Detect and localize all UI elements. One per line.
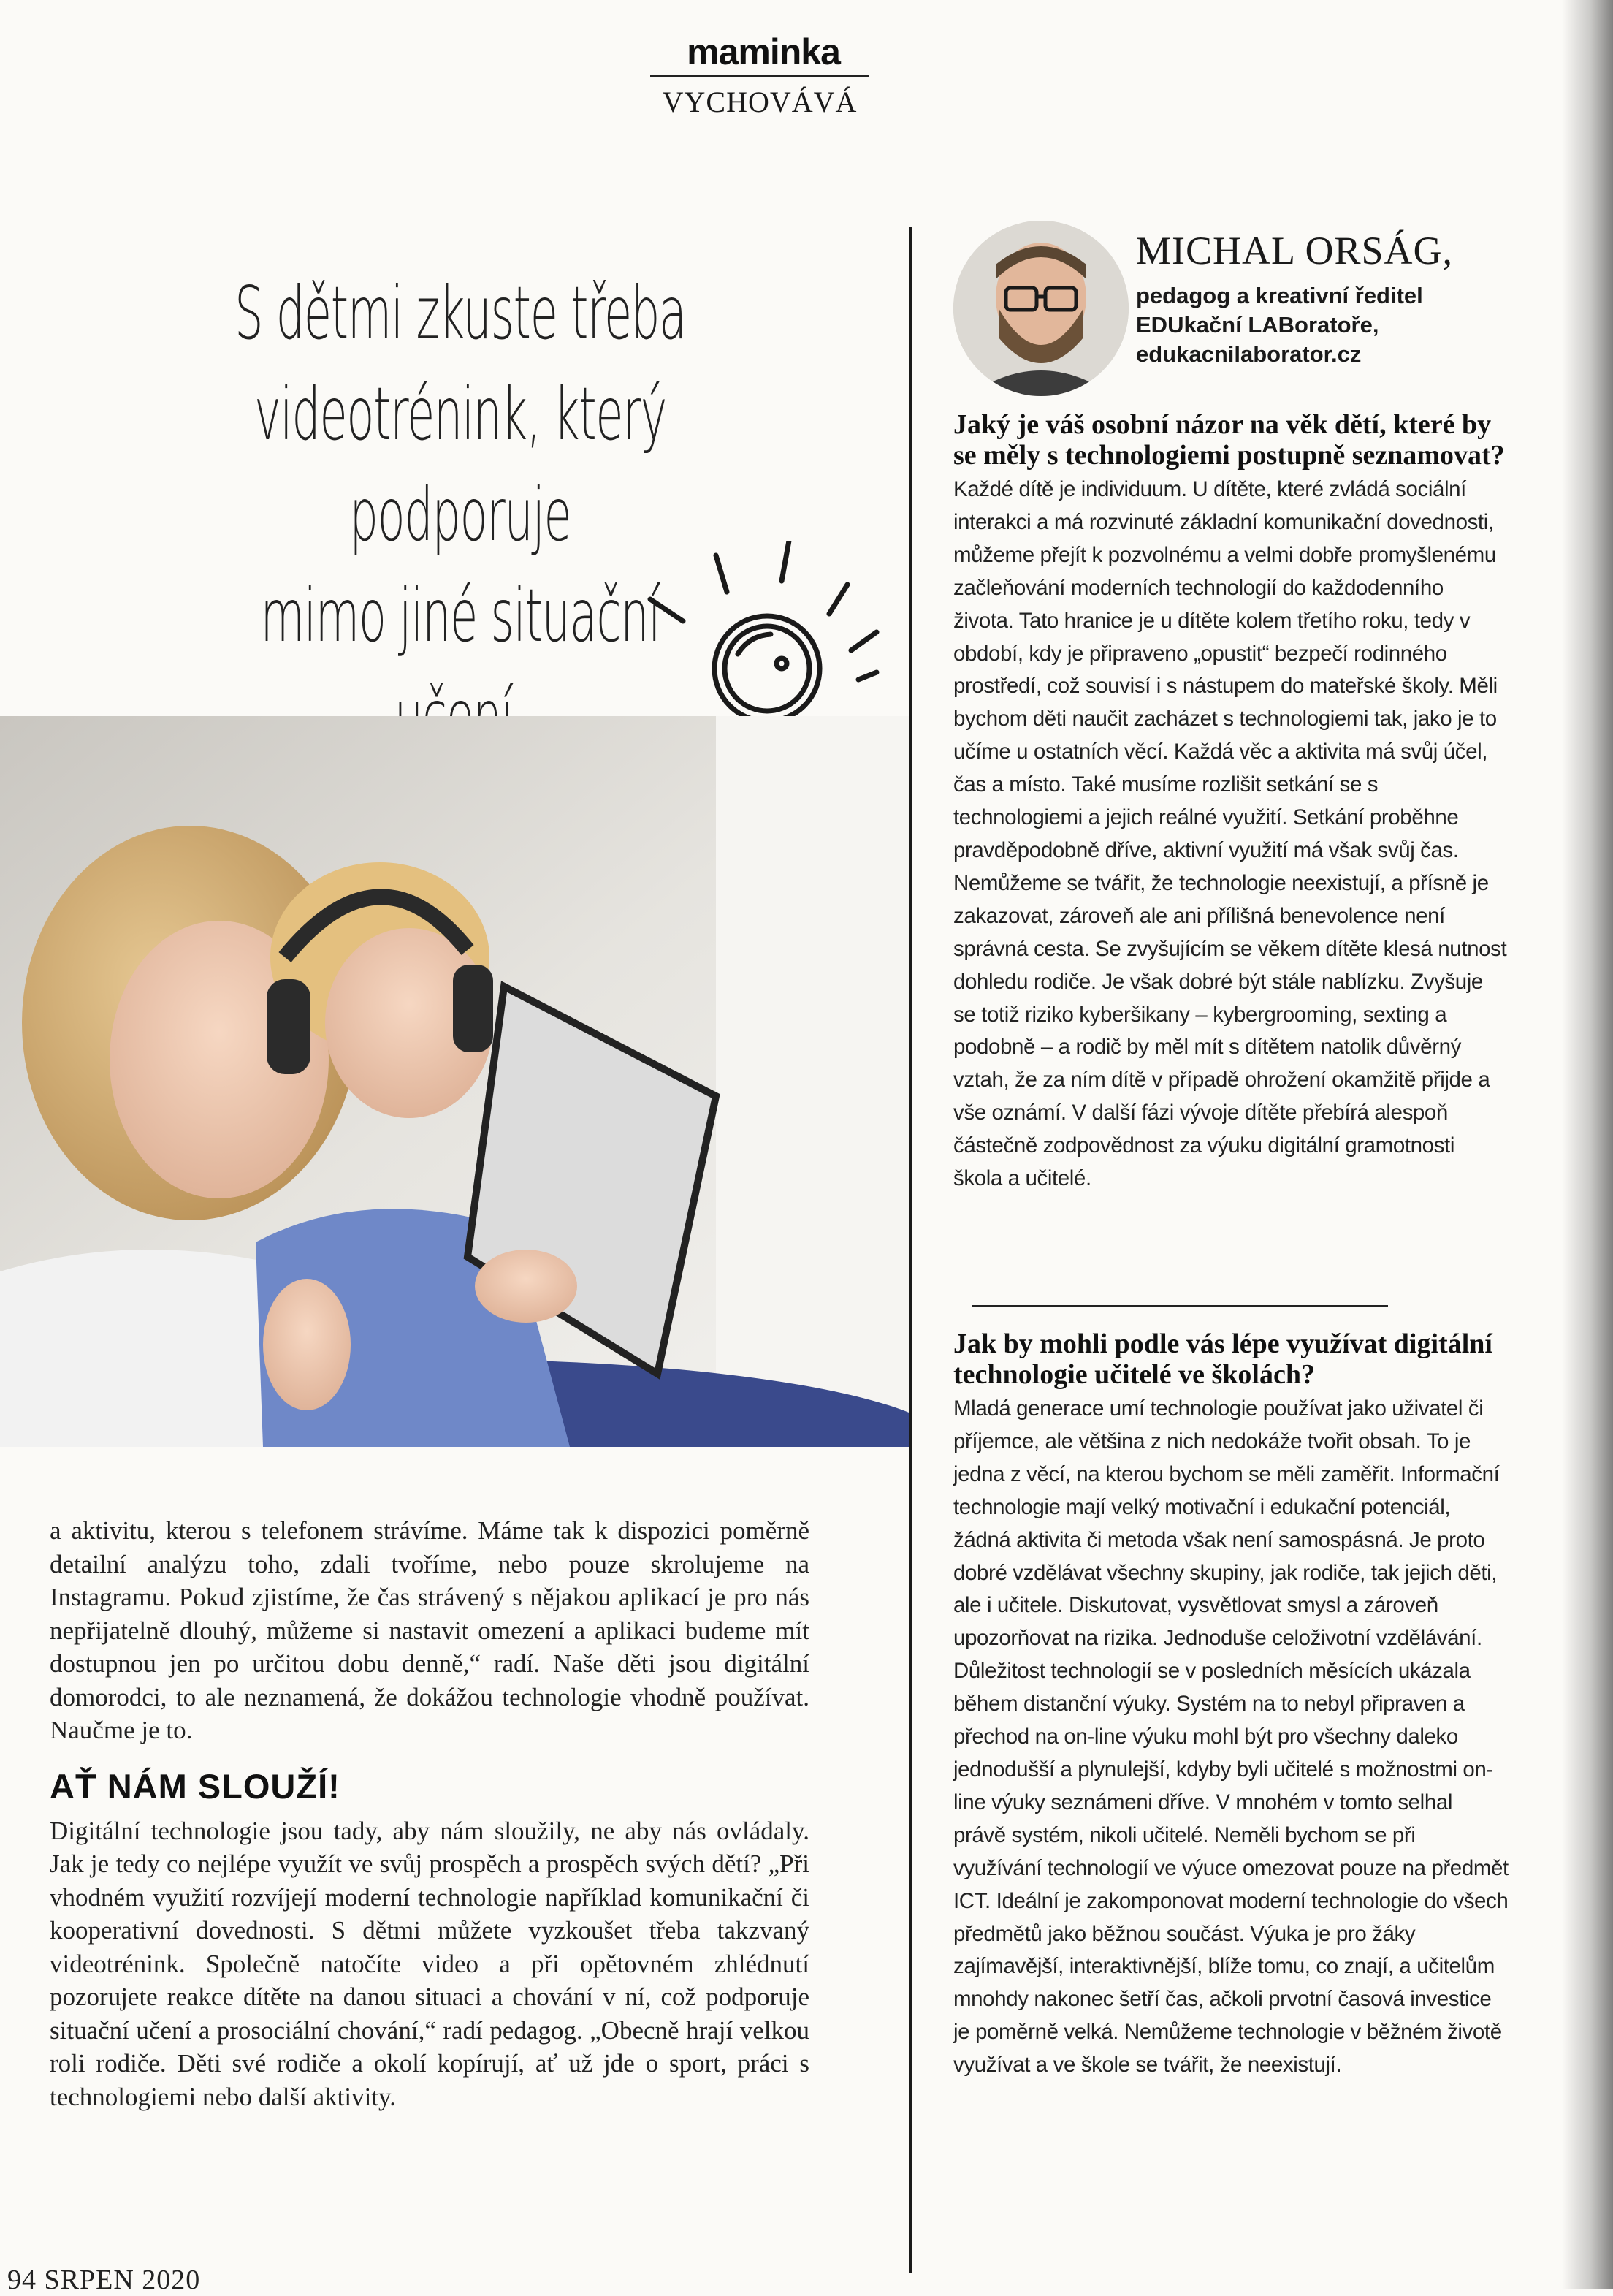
- column-divider: [909, 227, 912, 2273]
- section-rule: [972, 1305, 1388, 1307]
- magazine-logo: maminka: [687, 31, 840, 72]
- pull-quote-line: S dětmi zkuste třeba: [234, 270, 686, 356]
- interview-answer: Každé dítě je individuum. U dítěte, které zvládá sociální interakci a má rozvinuté základní komunikační dovednosti, můžeme přejít k pozvolnému a velmi dobře promyšlenému začleňování moderních technologií do každodenního života. Tato hranice je u dítěte kolem třetího roku, tedy v období, kdy je připraveno „opustit“ bezpečí rodinného prostředí, což souvisí i s nástupem do mateřské školy. Měli bychom děti naučit zacházet s technologiemi tak, jako je to učíme u ostatních věcí. Každá věc a aktivita má svůj účel, čas a místo. Také musíme rozlišit setkání se s technologiemi a jejich reálné využití. Setkání proběhne pravděpodobně dříve, aktivní využití má však svůj čas. Nemůžeme se tvářit, že technologie neexistují, a přísně je zakazovat, zároveň ale ani přílišná benevolence není správná cesta. Se zvyšujícím se věkem dítěte klesá nutnost dohledu rodiče. Je však dobré být stále nablízku. Zvyšuje se totiž riziko kyberšikany – kybergrooming, sexting a podobně – a rodič by měl mít s dítětem natolik důvěrný vztah, že za ním dítě v případě ohrožení okamžitě přijde a vše oznámí. V další fázi vývoje dítěte přebírá alespoň částečně zodpovědnost za výuku digitální gramotnosti škola a učitelé.: [953, 477, 1507, 1191]
- page-footer: 94 SRPEN 2020: [7, 2265, 201, 2295]
- author-role-line: pedagog a kreativní ředitel: [1136, 283, 1423, 308]
- author-role-line: edukacnilaborator.cz: [1136, 341, 1362, 367]
- page-gutter-shadow: [1562, 0, 1613, 2289]
- interview-block-2: [953, 1328, 1509, 2082]
- subheading: AŤ NÁM SLOUŽÍ!: [50, 1766, 340, 1806]
- author-portrait: [953, 221, 1129, 396]
- interview-block-1: [953, 409, 1509, 1195]
- pull-quote-line: videotrénink, který podporuje: [253, 371, 667, 558]
- author-role: [1136, 281, 1457, 369]
- interview-question: Jak by mohli podle vás lépe využívat digitální technologie učitelé ve školách?: [953, 1328, 1492, 1390]
- article-paragraph: a aktivitu, kterou s telefonem strávíme. Máme tak k dispozici poměrně detailní analýzu toho, zdali tvoříme, nebo pouze skrolujeme na Instagramu. Pokud zjistíme, že čas strávený s nějakou aplikací je pro nás nepřijatelně dlouhý, můžeme si nastavit omezení a aplikaci budeme mít dostupnou jen po určitou dobu denně,“ radí. Naše děti jsou digitální domorodci, to ale neznamená, že dokážou technologie vhodně používat. Naučme je to.: [50, 1516, 809, 1744]
- pull-quote-line: mimo jiné situační: [260, 573, 660, 658]
- masthead-rule: [650, 75, 869, 77]
- author-role-line: EDUkační LABoratoře,: [1136, 312, 1379, 338]
- article-left-column: [50, 1514, 809, 2113]
- interview-question: Jaký je váš osobní názor na věk dětí, které by se měly s technologiemi postupně seznamovat?: [953, 409, 1505, 471]
- author-name: MICHAL ORSÁG,: [1136, 229, 1454, 273]
- interview-answer: Mladá generace umí technologie používat jako uživatel či příjemce, ale většina z nich nedokáže tvořit obsah. To je jedna z věcí, na kterou bychom se měli zaměřit. Informační technologie mají velký motivační i edukační potenciál, žádná aktivita či metoda však není samospásná. Je proto dobré vzdělávat všechny skupiny, jak rodiče, tak jejich děti, ale i učitele. Diskutovat, vysvětlovat smysl a zároveň upozorňovat na rizika. Jednoduše celoživotní vzdělávání. Důležitost technologií se v posledních měsících ukázala během distanční výuky. Systém na to nebyl připraven a přechod na on-line výuku mohl být pro všechny daleko jednodušší a plynulejší, kdyby byli učitelé s možnostmi on-line výuky seznámeni dříve. V mnohém v tomto selhal právě systém, nikoli učitelé. Neměli bychom se při využívání technologií ve výuce omezovat pouze na předmět ICT. Ideální je zakomponovat moderní technologie do všech předmětů jako běžnou součást. Výuka je pro žáky zajímavější, interaktivnější, blíže tomu, co znají, a učitelům mnohdy nakonec šetří čas, ačkoli prvotní časová investice je poměrně velká. Nemůžeme technologie v běžném životě využívat a ve škole se tvářit, že neexistují.: [953, 1396, 1509, 2078]
- article-paragraph: Digitální technologie jsou tady, aby nám sloužily, ne aby nás ovládaly. Jak je tedy co nejlépe využít ve svůj prospěch a prospěch svých dětí? „Při vhodném využití rozvíjejí moderní technologie například komunikační či kooperativní dovednosti. S dětmi můžete vyzkoušet třeba takzvaný videotrénink. Společně natočíte video a při opětovném zhlédnutí pozorujete reakce dítěte na danou situaci a chování v ní, což podporuje situační učení a prosociální chování,“ radí pedagog. „Obecně hrají velkou roli rodiče. Děti své rodiče a okolí kopírují, ať už jde o sport, práci s technologiemi nebo další aktivity.: [50, 1816, 809, 2111]
- section-title: VYCHOVÁVÁ: [662, 85, 858, 118]
- children-with-tablet-photo: [0, 716, 910, 1447]
